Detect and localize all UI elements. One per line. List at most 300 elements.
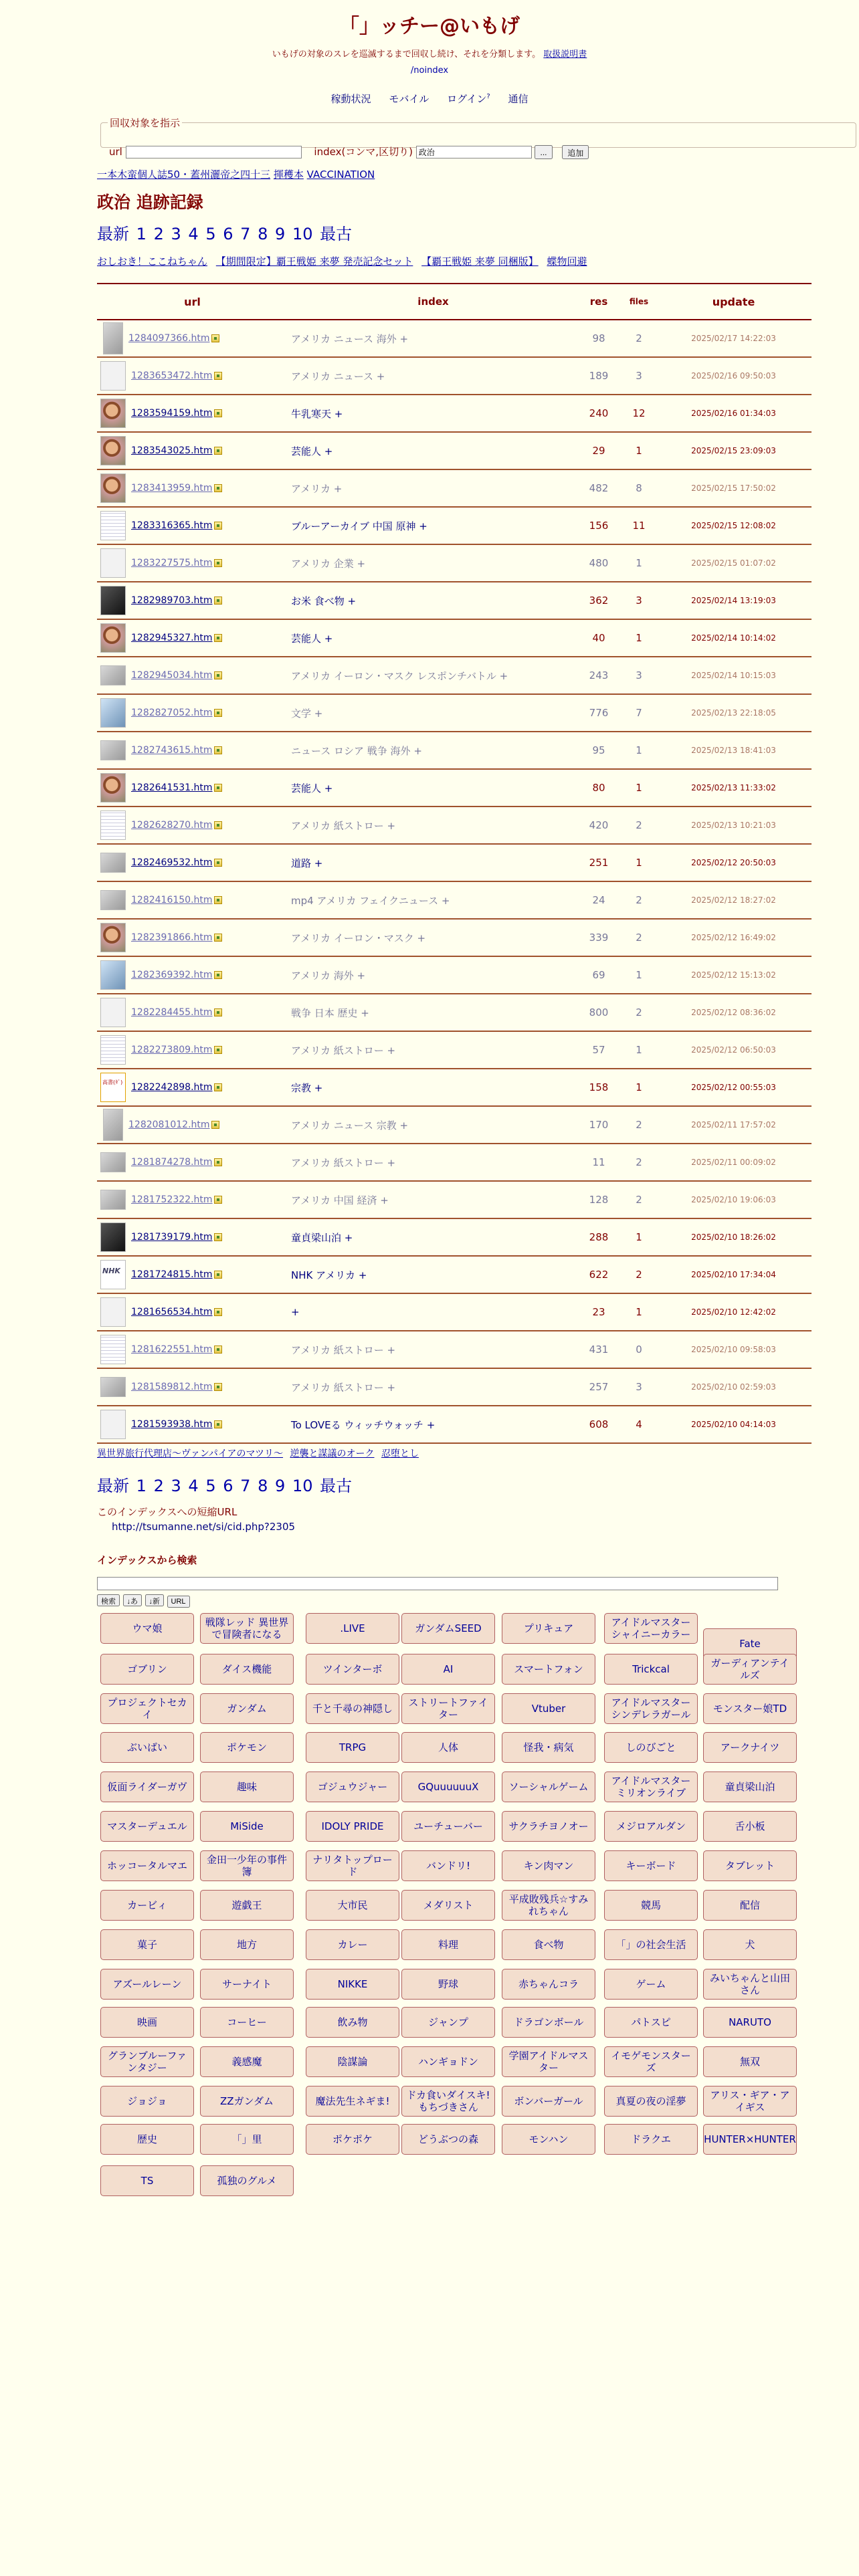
row-index[interactable]: アメリカ ニュース 海外 + [291,332,409,345]
category-button[interactable]: タブレット [703,1850,797,1881]
row-index[interactable]: 牛乳寒天 + [291,407,343,420]
category-button[interactable]: 舌小板 [703,1811,797,1842]
row-index[interactable]: お米 食べ物 + [291,595,357,607]
thread-url-link[interactable]: 1284097366.htm [128,333,210,344]
thumbnail-image[interactable] [100,853,126,873]
thumbnail-image[interactable] [100,740,126,760]
category-button[interactable]: 「」の社会生活 [604,1929,698,1960]
row-res: 776 [589,707,609,719]
pager-bottom [97,1473,354,1496]
thumbnail-image[interactable] [100,361,126,391]
thread-url-link[interactable]: 1282469532.htm [131,857,213,868]
thread-url-link[interactable]: 1281724815.htm [131,1269,213,1280]
row-index[interactable]: 道路 + [291,857,323,869]
pager-page[interactable]: 7 [240,1477,251,1495]
thread-url-link[interactable]: 1282641531.htm [131,782,213,793]
row-index[interactable]: アメリカ ニュース + [291,370,385,383]
thread-url-link[interactable]: 1281622551.htm [131,1344,213,1355]
category-button[interactable]: 怪我・病気 [502,1732,595,1763]
category-button[interactable]: ソーシャルゲーム [502,1772,595,1802]
archive-icon[interactable] [214,597,222,605]
category-button[interactable]: 食べ物 [502,1929,595,1960]
thumbnail-image[interactable] [100,1035,126,1065]
category-button[interactable]: アークナイツ [703,1732,797,1763]
row-index[interactable]: 宗教 + [291,1081,323,1094]
category-button[interactable]: カービィ [100,1890,194,1921]
thumbnail-image[interactable] [100,1410,126,1439]
category-button[interactable]: 趣味 [200,1772,294,1802]
add-button[interactable]: 追加 [562,145,589,159]
category-button[interactable]: アイドルマスター シンデレラガール [604,1693,698,1724]
thumbnail-image[interactable] [100,1297,126,1327]
thumbnail-image[interactable] [100,436,126,465]
category-button[interactable]: ゲーム [604,1969,698,2000]
thread-url-link[interactable]: 1282989703.htm [131,595,213,606]
archive-icon[interactable] [214,1308,222,1316]
row-index[interactable]: アメリカ 海外 + [291,969,366,982]
category-button[interactable]: ガンダムSEED [401,1613,495,1644]
pager-page[interactable]: 10 [292,1477,313,1495]
category-button[interactable]: ウマ娘 [100,1613,194,1644]
category-button[interactable]: サクラチヨノオー [502,1811,595,1842]
category-button[interactable]: グランブルーファンタジー [100,2046,194,2077]
thread-url-link[interactable]: 1282284455.htm [131,1007,213,1018]
pager-page[interactable]: 1 [136,225,147,243]
tag-link[interactable]: 【期間限定】覇王戦姫 来夢 発売記念セット [215,255,413,267]
category-button[interactable]: AI [401,1654,495,1685]
tag-link[interactable]: おしおき！ここねちゃん [97,255,208,267]
thumbnail-image[interactable] [100,548,126,578]
footer-link[interactable]: 異世界旅行代理店〜ヴァンパイアのマツリ〜 [97,1448,284,1459]
category-button[interactable]: 菓子 [100,1929,194,1960]
pager-oldest[interactable]: 最古 [320,1477,353,1495]
category-button[interactable]: 配信 [703,1890,797,1921]
category-button[interactable]: プロジェクトセカイ [100,1693,194,1724]
category-button[interactable]: 陰謀論 [306,2046,399,2077]
category-button[interactable]: ボンバーガール [502,2086,595,2117]
category-button[interactable]: アイドルマスターミリオンライブ [604,1772,698,1802]
row-index[interactable]: 芸能人 + [291,632,333,645]
thread-url-link[interactable]: 1282369392.htm [131,970,213,980]
pager-page[interactable]: 6 [223,1477,233,1495]
row-index[interactable]: 文学 + [291,707,323,720]
help-link[interactable]: 取扱説明書 [543,49,587,60]
row-index[interactable]: アメリカ + [291,482,343,495]
pager-oldest[interactable]: 最古 [320,225,353,243]
category-button[interactable]: Trickcal [604,1654,698,1685]
thread-url-link[interactable]: 1281656534.htm [131,1307,213,1317]
category-button[interactable]: 地方 [200,1929,294,1960]
category-button[interactable]: ポケポケ [306,2124,399,2155]
category-button[interactable]: 学園アイドルマスター [502,2046,595,2077]
url-input[interactable] [126,146,302,158]
thread-link[interactable]: 揮穫本 [273,169,304,181]
thumbnail-image[interactable] [100,1377,126,1397]
category-button[interactable]: 童貞梁山泊 [703,1772,797,1802]
table-row [97,695,812,732]
thread-url-link[interactable]: 1282743615.htm [131,745,213,756]
category-button[interactable]: どうぶつの森 [401,2124,495,2155]
row-res: 257 [589,1381,609,1393]
thread-url-link[interactable]: 1283543025.htm [131,445,213,456]
row-res: 69 [592,969,605,981]
archive-icon[interactable] [214,821,222,829]
row-url-cell [97,1035,288,1065]
archive-icon[interactable] [214,1420,222,1428]
category-button[interactable]: 義感魔 [200,2046,294,2077]
row-index[interactable]: 芸能人 + [291,445,333,457]
archive-icon[interactable] [211,334,219,342]
category-button[interactable]: ハンギョドン [401,2046,495,2077]
category-button[interactable]: ナリタトップロード [306,1850,399,1881]
nav-login[interactable] [447,93,490,105]
pager-page[interactable]: 3 [171,225,181,243]
thumbnail-image[interactable] [100,1152,126,1172]
table-row [97,1331,812,1369]
category-button[interactable]: ガーディアンテイルズ [703,1654,797,1685]
archive-icon[interactable] [214,409,222,417]
row-index[interactable]: アメリカ 紙ストロー + [291,1044,396,1057]
row-update: 2025/02/11 00:09:02 [691,1158,776,1167]
category-button[interactable]: ゴブリン [100,1654,194,1685]
category-button[interactable]: イモゲモンスターズ [604,2046,698,2077]
more-button[interactable]: ... [535,145,552,159]
archive-icon[interactable] [214,1008,222,1016]
thread-url-link[interactable]: 1282945034.htm [131,670,213,681]
row-index[interactable]: + [291,1306,300,1318]
category-button[interactable]: 映画 [100,2007,194,2038]
thread-url-link[interactable]: 1282273809.htm [131,1045,213,1055]
thread-url-link[interactable]: 1283594159.htm [131,408,213,419]
row-index[interactable]: mp4 アメリカ フェイクニュース + [291,894,450,907]
footer-link[interactable]: 逆襲と謀議のオーク [290,1448,375,1459]
thumbnail-image[interactable] [100,998,126,1027]
category-button[interactable]: バンドリ! [401,1850,495,1881]
nav-comm[interactable]: 通信 [508,93,529,105]
thumbnail-image[interactable] [100,923,126,952]
category-button[interactable]: 孤独のグルメ [200,2165,294,2196]
noindex-link[interactable]: /noindex [410,66,449,76]
pager-page[interactable]: 2 [153,225,164,243]
pager-page[interactable]: 1 [136,1477,147,1495]
category-button[interactable]: ポケモン [200,1732,294,1763]
category-button[interactable]: HUNTER×HUNTER [703,2124,797,2155]
category-button[interactable]: メダリスト [401,1890,495,1921]
archive-icon[interactable] [214,971,222,979]
thread-url-link[interactable]: 1281593938.htm [131,1419,213,1430]
row-index[interactable]: アメリカ イーロン・マスク レスポンチバトル + [291,669,508,682]
row-index[interactable]: 戦争 日本 歴史 + [291,1006,369,1019]
archive-icon[interactable] [214,1083,222,1091]
category-button[interactable]: みいちゃんと山田さん [703,1969,797,2000]
category-button[interactable]: 平成敗残兵☆すみれちゃん [502,1890,595,1921]
category-button[interactable]: サーナイト [200,1969,294,2000]
archive-icon[interactable] [214,1233,222,1241]
row-files: 1 [636,744,642,756]
category-button[interactable]: 遊戯王 [200,1890,294,1921]
category-button[interactable]: NARUTO [703,2007,797,2038]
pager-page[interactable]: 10 [292,225,313,243]
pager-page[interactable]: 2 [153,1477,164,1495]
thread-links [97,167,375,181]
category-button[interactable]: GQuuuuuuX [401,1772,495,1802]
archive-icon[interactable] [214,859,222,867]
thread-url-link[interactable]: 1282416150.htm [131,895,213,905]
pager-page[interactable]: 8 [258,225,268,243]
category-button[interactable]: 人体 [401,1732,495,1763]
row-files: 1 [636,1044,642,1056]
category-button[interactable]: パトスピ [604,2007,698,2038]
sort-kana-button[interactable]: ↓あ [123,1594,142,1606]
category-button[interactable]: プリキュア [502,1613,595,1644]
category-button[interactable]: カレー [306,1929,399,1960]
category-button[interactable]: コーヒー [200,2007,294,2038]
thumbnail-image[interactable] [103,322,123,354]
nav-status[interactable]: 稼動状況 [330,93,371,105]
short-url-label: このインデックスへの短縮URL [97,1506,237,1518]
archive-icon[interactable] [214,1383,222,1391]
thread-url-link[interactable]: 1281874278.htm [131,1157,213,1168]
row-index[interactable]: 童貞梁山泊 + [291,1231,353,1244]
table-row [97,320,812,358]
category-button[interactable]: ジョジョ [100,2086,194,2117]
thumbnail-image[interactable] [100,811,126,840]
category-button[interactable]: .LIVE [306,1613,399,1644]
category-button[interactable]: 「」里 [200,2124,294,2155]
thread-url-link[interactable]: 1282628270.htm [131,820,213,831]
category-button[interactable]: 歴史 [100,2124,194,2155]
category-button[interactable]: アリス・ギア・アイギス [703,2086,797,2117]
category-button[interactable]: ぶいばい [100,1732,194,1763]
nav-mobile[interactable]: モバイル [389,93,430,105]
category-button[interactable]: ジャンプ [401,2007,495,2038]
thread-url-link[interactable]: 1282827052.htm [131,708,213,718]
category-button[interactable]: 無双 [703,2046,797,2077]
thumbnail-image[interactable] [103,1109,123,1141]
archive-icon[interactable] [214,1046,222,1054]
url-button[interactable]: URL [167,1596,190,1608]
row-index[interactable]: アメリカ 紙ストロー + [291,1381,396,1394]
table-row [97,358,812,395]
table-row [97,1294,812,1331]
thumbnail-image[interactable] [100,1260,126,1289]
thumbnail-image[interactable] [100,1335,126,1364]
pager-page[interactable]: 4 [188,1477,199,1495]
category-button[interactable]: Fate [703,1628,797,1659]
category-button[interactable]: マスターデュエル [100,1811,194,1842]
category-button[interactable]: 大市民 [306,1890,399,1921]
index-search-input[interactable] [97,1577,778,1590]
thread-url-link[interactable]: 1282391866.htm [131,932,213,943]
thumbnail-image[interactable] [100,473,126,503]
index-input[interactable] [416,146,532,158]
row-index[interactable]: アメリカ 紙ストロー + [291,819,396,832]
category-button[interactable]: NIKKE [306,1969,399,2000]
row-res: 170 [589,1119,609,1131]
thumbnail-image[interactable] [100,698,126,728]
row-index[interactable]: ブルーアーカイブ 中国 原神 + [291,520,427,532]
thread-url-link[interactable]: 1282945327.htm [131,633,213,643]
category-button[interactable]: モンスター娘TD [703,1693,797,1724]
pager-page[interactable]: 3 [171,1477,181,1495]
row-index[interactable]: アメリカ ニュース 宗教 + [291,1119,409,1132]
pager-page[interactable]: 6 [223,225,233,243]
thread-url-link[interactable]: 1281752322.htm [131,1194,213,1205]
row-url-cell [97,1410,288,1439]
category-button[interactable]: TRPG [306,1732,399,1763]
row-index[interactable]: 芸能人 + [291,782,333,794]
row-res: 431 [589,1344,609,1356]
archive-icon[interactable] [214,372,222,380]
row-res: 95 [592,744,605,756]
archive-icon[interactable] [211,1121,219,1129]
pager-page[interactable]: 8 [258,1477,268,1495]
row-url-cell [97,623,288,653]
category-button[interactable]: Vtuber [502,1693,595,1724]
thumbnail-image[interactable] [100,1222,126,1252]
category-button[interactable]: ZZガンダム [200,2086,294,2117]
archive-icon[interactable] [214,522,222,530]
category-button[interactable]: キン肉マン [502,1850,595,1881]
category-button[interactable]: 真夏の夜の淫夢 [604,2086,698,2117]
category-button[interactable]: MiSide [200,1811,294,1842]
tag-link[interactable]: 蝶物回避 [547,255,587,267]
row-index[interactable]: ニュース ロシア 戦争 海外 + [291,744,422,757]
thread-url-link[interactable]: 1282242898.htm [131,1082,213,1093]
category-button[interactable]: 料理 [401,1929,495,1960]
row-index[interactable]: NHK アメリカ + [291,1269,367,1281]
thread-url-link[interactable]: 1283316365.htm [131,520,213,531]
thumbnail-image[interactable] [100,586,126,615]
pager-page[interactable]: 5 [205,1477,216,1495]
archive-icon[interactable] [214,934,222,942]
pager-newest[interactable]: 最新 [97,225,129,243]
archive-icon[interactable] [214,634,222,642]
category-button[interactable]: 千と千尋の神隠し [306,1693,399,1724]
row-index[interactable]: To LOVEる ウィッチウォッチ + [291,1418,436,1431]
category-button[interactable]: 犬 [703,1929,797,1960]
category-button[interactable]: 魔法先生ネギま! [306,2086,399,2117]
header-url: url [184,295,201,308]
thread-url-link[interactable]: 1281589812.htm [131,1382,213,1392]
thumbnail-image[interactable] [100,960,126,990]
category-button[interactable]: 仮面ライダーガヴ [100,1772,194,1802]
pager-page[interactable]: 5 [205,225,216,243]
pager-page[interactable]: 4 [188,225,199,243]
search-button[interactable]: 検索 [97,1594,120,1606]
category-button[interactable]: ホッコータルマエ [100,1850,194,1881]
archive-icon[interactable] [214,559,222,567]
category-button[interactable]: アズールレーン [100,1969,194,2000]
category-button[interactable]: メジロアルダン [604,1811,698,1842]
category-button[interactable]: ドカ食いダイスキ! もちづきさん [401,2086,495,2117]
category-button[interactable]: ドラクエ [604,2124,698,2155]
archive-icon[interactable] [214,1271,222,1279]
archive-icon[interactable] [214,484,222,492]
category-button[interactable]: ガンダム [200,1693,294,1724]
thread-url-link[interactable]: 1283653472.htm [131,370,213,381]
thread-url-link[interactable]: 1281739179.htm [131,1232,213,1243]
category-button[interactable]: 赤ちゃんコラ [502,1969,595,2000]
thumbnail-image[interactable] [100,399,126,428]
category-button[interactable]: スマートフォン [502,1654,595,1685]
tag-link[interactable]: 【覇王戦姫 来夢 同梱版】 [421,255,539,267]
category-button[interactable]: モンハン [502,2124,595,2155]
category-button[interactable]: しのびごと [604,1732,698,1763]
pager-page[interactable]: 9 [275,225,286,243]
table-header [97,284,812,320]
category-button[interactable]: 競馬 [604,1890,698,1921]
archive-icon[interactable] [214,1346,222,1354]
table-row [97,395,812,433]
row-index[interactable]: アメリカ イーロン・マスク + [291,932,426,944]
archive-icon[interactable] [214,709,222,717]
row-index[interactable]: アメリカ 紙ストロー + [291,1344,396,1356]
row-index[interactable]: アメリカ 中国 経済 + [291,1194,389,1206]
archive-icon[interactable] [214,1196,222,1204]
thread-url-link[interactable]: 1282081012.htm [128,1119,210,1130]
thumbnail-image[interactable] [100,511,126,540]
row-update: 2025/02/10 09:58:03 [691,1345,776,1354]
category-button[interactable]: TS [100,2165,194,2196]
category-button[interactable]: ユーチューバー [401,1811,495,1842]
archive-icon[interactable] [214,1158,222,1166]
category-button[interactable]: 野球 [401,1969,495,2000]
archive-icon[interactable] [214,896,222,904]
pager-page[interactable]: 7 [240,225,251,243]
sort-new-button[interactable]: ↓新 [145,1594,165,1606]
thread-link[interactable]: VACCINATION [306,169,375,181]
pager-page[interactable]: 9 [275,1477,286,1495]
thumbnail-image[interactable] [100,665,126,685]
archive-icon[interactable] [214,671,222,679]
row-url-cell [97,1073,288,1102]
thread-link[interactable]: 一本木蛮個人誌50・蓋州灑帝之四十三 [97,169,271,181]
footer-link[interactable]: 忍堕とし [381,1448,419,1459]
row-files: 2 [636,819,642,831]
row-files: 2 [636,1119,642,1131]
archive-icon[interactable] [214,447,222,455]
archive-icon[interactable] [214,746,222,754]
category-button[interactable]: ドラゴンボール [502,2007,595,2038]
category-button[interactable]: キーボード [604,1850,698,1881]
row-index[interactable]: アメリカ 企業 + [291,557,366,570]
row-url-cell [97,548,288,578]
category-button[interactable]: ダイス機能 [200,1654,294,1685]
thumbnail-image[interactable] [100,1190,126,1210]
thumbnail-image[interactable] [100,623,126,653]
archive-icon[interactable] [214,784,222,792]
thread-url-link[interactable]: 1283227575.htm [131,558,213,568]
row-index[interactable]: アメリカ 紙ストロー + [291,1156,396,1169]
category-button[interactable]: 飲み物 [306,2007,399,2038]
category-button[interactable]: ストリートファイター [401,1693,495,1724]
thumbnail-image[interactable] [100,773,126,802]
category-button[interactable]: ゴジュウジャー [306,1772,399,1802]
category-button[interactable]: ツインターボ [306,1654,399,1685]
thumbnail-image[interactable] [100,1073,126,1102]
category-button[interactable]: 戦隊レッド 異世界で冒険者になる [200,1613,294,1644]
thumbnail-image[interactable] [100,890,126,910]
category-button[interactable]: 金田一少年の事件簿 [200,1850,294,1881]
pager-newest[interactable]: 最新 [97,1477,129,1495]
row-update: 2025/02/10 04:14:03 [691,1420,776,1429]
category-button[interactable]: アイドルマスター シャイニーカラー [604,1613,698,1644]
row-url-cell [97,1152,288,1172]
row-res: 158 [589,1081,609,1093]
thread-url-link[interactable]: 1283413959.htm [131,483,213,494]
category-button[interactable]: IDOLY PRIDE [306,1811,399,1842]
